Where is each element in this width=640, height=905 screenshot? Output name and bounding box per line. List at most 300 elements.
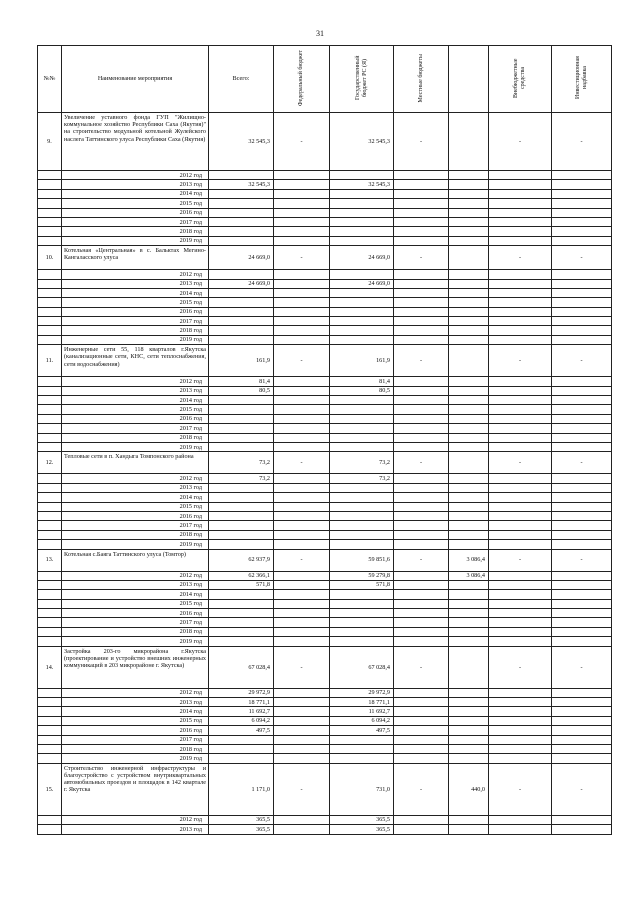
year-row [38,540,612,549]
year-invest [552,217,612,226]
year-label: 2013 год [62,825,209,834]
year-local [394,571,449,580]
year-row [38,377,612,386]
measure-blank [449,246,489,270]
year-local [394,744,449,753]
measure-invest: - [552,452,612,474]
year-invest [552,270,612,279]
year-federal [274,288,330,297]
year-invest [552,571,612,580]
measure-invest: - [552,646,612,688]
year-row [38,599,612,608]
year-state [330,335,394,344]
year-local [394,405,449,414]
year-state [330,298,394,307]
year-invest [552,396,612,405]
year-row [38,405,612,414]
header-extra-label: Внебюджетные средства [513,58,526,98]
year-state: 73,2 [330,474,394,483]
year-state [330,483,394,492]
year-federal [274,511,330,520]
year-row [38,688,612,697]
year-federal [274,707,330,716]
year-state [330,521,394,530]
year-row [38,189,612,198]
year-total [209,637,274,646]
measure-extra: - [489,549,552,571]
year-local [394,326,449,335]
year-extra [449,326,489,335]
measure-total: 161,9 [209,345,274,377]
year-extra [449,627,489,636]
year-extra2 [489,279,552,288]
year-state [330,735,394,744]
measure-federal: - [274,452,330,474]
year-state: 24 669,0 [330,279,394,288]
year-row [38,227,612,236]
year-num-cell [38,599,62,608]
year-extra2 [489,754,552,763]
year-invest [552,377,612,386]
measure-number: 12. [38,452,62,474]
year-total [209,754,274,763]
year-row [38,735,612,744]
year-label: 2017 год [62,217,209,226]
year-state [330,405,394,414]
year-state [330,396,394,405]
year-num-cell [38,754,62,763]
measure-row [38,345,612,377]
year-num-cell [38,377,62,386]
year-extra2 [489,189,552,198]
year-num-cell [38,317,62,326]
header-name: Наименование мероприятия [62,46,209,113]
year-local [394,307,449,316]
year-state: 497,5 [330,726,394,735]
year-label: 2012 год [62,815,209,824]
measure-local: - [394,452,449,474]
year-state [330,326,394,335]
year-federal [274,530,330,539]
year-label: 2018 год [62,433,209,442]
year-invest [552,199,612,208]
year-label: 2018 год [62,530,209,539]
year-num-cell [38,511,62,520]
year-local [394,279,449,288]
measure-name: Застройка 203-го микрорайона г.Якутска (проектирование и устройство внешних инженерных коммуникаций в 203 микрорайоне г. Якутска) [62,646,209,688]
year-local [394,580,449,589]
measure-blank [449,452,489,474]
year-total: 32 545,3 [209,180,274,189]
year-row [38,217,612,226]
year-extra [449,217,489,226]
year-total [209,618,274,627]
year-label: 2016 год [62,609,209,618]
year-invest [552,298,612,307]
measure-row [38,452,612,474]
year-extra [449,288,489,297]
year-row [38,424,612,433]
year-row [38,208,612,217]
year-extra [449,754,489,763]
year-num-cell [38,396,62,405]
year-federal [274,580,330,589]
year-local [394,424,449,433]
page-number: 31 [316,29,324,38]
year-extra2 [489,502,552,511]
year-total [209,208,274,217]
year-label: 2012 год [62,171,209,180]
year-invest [552,580,612,589]
year-total [209,326,274,335]
year-federal [274,627,330,636]
year-num-cell [38,236,62,245]
year-local [394,754,449,763]
year-state [330,307,394,316]
year-total [209,236,274,245]
year-federal [274,217,330,226]
year-federal [274,270,330,279]
year-state: 6 094,2 [330,716,394,725]
year-extra2 [489,571,552,580]
year-local [394,735,449,744]
year-federal [274,744,330,753]
year-extra [449,707,489,716]
year-num-cell [38,815,62,824]
year-label: 2019 год [62,442,209,451]
year-total: 81,4 [209,377,274,386]
measure-total: 62 937,9 [209,549,274,571]
year-num-cell [38,433,62,442]
year-label: 2015 год [62,199,209,208]
measure-local: - [394,345,449,377]
measure-name: Увеличение уставного фонда ГУП "Жилищно-коммунальное хозяйство Республики Саха (Якутия)" на строительство модульной котельной Жулейского наслега Таттинского улуса Республики Саха (Якутия) [62,113,209,171]
year-invest [552,317,612,326]
measure-local: - [394,246,449,270]
year-local [394,511,449,520]
year-federal [274,483,330,492]
year-num-cell [38,627,62,636]
year-total [209,493,274,502]
year-state: 365,5 [330,815,394,824]
year-num-cell [38,707,62,716]
year-invest [552,530,612,539]
year-label: 2018 год [62,326,209,335]
year-total [209,227,274,236]
year-invest [552,502,612,511]
year-label: 2018 год [62,627,209,636]
measure-total: 24 669,0 [209,246,274,270]
year-federal [274,377,330,386]
year-invest [552,483,612,492]
year-extra [449,396,489,405]
year-row [38,530,612,539]
year-local [394,227,449,236]
year-federal [274,180,330,189]
year-extra [449,590,489,599]
year-extra2 [489,726,552,735]
year-num-cell [38,698,62,707]
year-federal [274,424,330,433]
measure-blank [449,646,489,688]
year-num-cell [38,744,62,753]
year-num-cell [38,424,62,433]
year-extra [449,580,489,589]
year-num-cell [38,270,62,279]
year-federal [274,208,330,217]
year-total [209,396,274,405]
measure-state: 731,0 [330,763,394,815]
year-label: 2016 год [62,511,209,520]
year-total [209,433,274,442]
year-federal [274,735,330,744]
year-federal [274,317,330,326]
year-invest [552,609,612,618]
year-federal [274,171,330,180]
year-federal [274,493,330,502]
year-federal [274,474,330,483]
year-federal [274,414,330,423]
year-extra [449,270,489,279]
year-extra [449,493,489,502]
year-row [38,396,612,405]
measure-total: 1 171,0 [209,763,274,815]
year-num-cell [38,298,62,307]
year-num-cell [38,405,62,414]
year-federal [274,298,330,307]
year-total [209,627,274,636]
year-extra [449,307,489,316]
year-extra2 [489,599,552,608]
year-extra [449,442,489,451]
year-federal [274,637,330,646]
year-extra [449,735,489,744]
measure-local: - [394,646,449,688]
header-state [330,46,394,113]
year-label: 2017 год [62,521,209,530]
measure-number: 14. [38,646,62,688]
year-invest [552,590,612,599]
year-num-cell [38,288,62,297]
year-extra [449,180,489,189]
year-total [209,599,274,608]
year-federal [274,521,330,530]
year-local [394,377,449,386]
measure-name: Котельная с.Баяга Таттинского улуса (Томтор) [62,549,209,571]
measure-total: 73,2 [209,452,274,474]
year-state [330,171,394,180]
year-extra2 [489,707,552,716]
measure-invest: - [552,246,612,270]
year-label: 2012 год [62,377,209,386]
year-total: 18 771,1 [209,698,274,707]
year-extra [449,474,489,483]
year-extra2 [489,317,552,326]
year-extra2 [489,217,552,226]
year-local [394,414,449,423]
year-label: 2019 год [62,754,209,763]
year-label: 2019 год [62,540,209,549]
year-extra [449,424,489,433]
year-row [38,180,612,189]
year-row [38,637,612,646]
year-extra2 [489,386,552,395]
year-local [394,825,449,834]
measure-extra: - [489,113,552,171]
year-row [38,754,612,763]
year-state [330,744,394,753]
measure-row [38,646,612,688]
year-local [394,726,449,735]
year-total: 365,5 [209,825,274,834]
year-federal [274,754,330,763]
year-state: 365,5 [330,825,394,834]
year-total [209,199,274,208]
year-local [394,716,449,725]
year-extra [449,208,489,217]
year-num-cell [38,208,62,217]
year-invest [552,540,612,549]
year-invest [552,754,612,763]
year-num-cell [38,618,62,627]
year-label: 2012 год [62,571,209,580]
year-invest [552,335,612,344]
year-federal [274,502,330,511]
year-extra2 [489,609,552,618]
year-total [209,288,274,297]
year-row [38,474,612,483]
measure-local: - [394,549,449,571]
year-invest [552,511,612,520]
year-num-cell [38,493,62,502]
year-local [394,171,449,180]
year-local [394,199,449,208]
year-extra2 [489,208,552,217]
year-extra [449,511,489,520]
year-state [330,502,394,511]
year-row [38,618,612,627]
year-row [38,580,612,589]
year-invest [552,227,612,236]
year-invest [552,735,612,744]
year-extra [449,199,489,208]
header-num: №№ [38,46,62,113]
year-federal [274,825,330,834]
measure-invest: - [552,763,612,815]
year-local [394,590,449,599]
year-total [209,590,274,599]
year-local [394,707,449,716]
year-local [394,288,449,297]
year-num-cell [38,735,62,744]
measure-name: Строительство инженерной инфраструктуры и благоустройство с устройством внутриквартальных автомобильных проездов и площадок в 142 квартале г. Якутска [62,763,209,815]
year-federal [274,396,330,405]
year-state [330,270,394,279]
measure-state: 24 669,0 [330,246,394,270]
year-invest [552,288,612,297]
measure-number: 11. [38,345,62,377]
year-extra2 [489,530,552,539]
year-row [38,726,612,735]
measure-total: 67 028,4 [209,646,274,688]
year-federal [274,618,330,627]
year-state [330,493,394,502]
measure-number: 15. [38,763,62,815]
year-num-cell [38,199,62,208]
year-local [394,815,449,824]
measure-blank [449,345,489,377]
year-federal [274,688,330,697]
year-label: 2018 год [62,227,209,236]
year-state [330,217,394,226]
year-state: 571,8 [330,580,394,589]
year-num-cell [38,502,62,511]
year-federal [274,307,330,316]
year-label: 2013 год [62,386,209,395]
year-label: 2015 год [62,599,209,608]
measure-total: 32 545,3 [209,113,274,171]
year-local [394,618,449,627]
year-local [394,493,449,502]
year-extra2 [489,405,552,414]
year-local [394,433,449,442]
year-extra2 [489,735,552,744]
year-row [38,716,612,725]
year-extra2 [489,180,552,189]
year-federal [274,326,330,335]
year-state [330,590,394,599]
year-row [38,571,612,580]
year-num-cell [38,637,62,646]
measure-row [38,113,612,171]
year-extra2 [489,637,552,646]
year-extra [449,698,489,707]
year-state [330,540,394,549]
year-extra [449,744,489,753]
year-extra2 [489,716,552,725]
year-local [394,483,449,492]
year-extra2 [489,270,552,279]
year-extra [449,530,489,539]
year-state [330,754,394,763]
year-extra [449,414,489,423]
year-row [38,279,612,288]
measure-blank [449,113,489,171]
year-local [394,521,449,530]
year-total [209,735,274,744]
header-invest-label: Инвестиционная надбавка [574,56,588,100]
year-row [38,414,612,423]
year-extra [449,618,489,627]
year-num-cell [38,171,62,180]
measure-invest: - [552,113,612,171]
year-label: 2016 год [62,208,209,217]
year-federal [274,716,330,725]
year-label: 2017 год [62,424,209,433]
year-extra [449,825,489,834]
year-row [38,335,612,344]
year-state [330,199,394,208]
year-extra [449,298,489,307]
year-label: 2015 год [62,716,209,725]
header-state-label: Государственный бюджет РС (Я) [354,55,368,101]
year-label: 2017 год [62,317,209,326]
measure-extra: - [489,452,552,474]
year-num-cell [38,483,62,492]
year-invest [552,405,612,414]
year-state: 11 692,7 [330,707,394,716]
year-label: 2013 год [62,698,209,707]
